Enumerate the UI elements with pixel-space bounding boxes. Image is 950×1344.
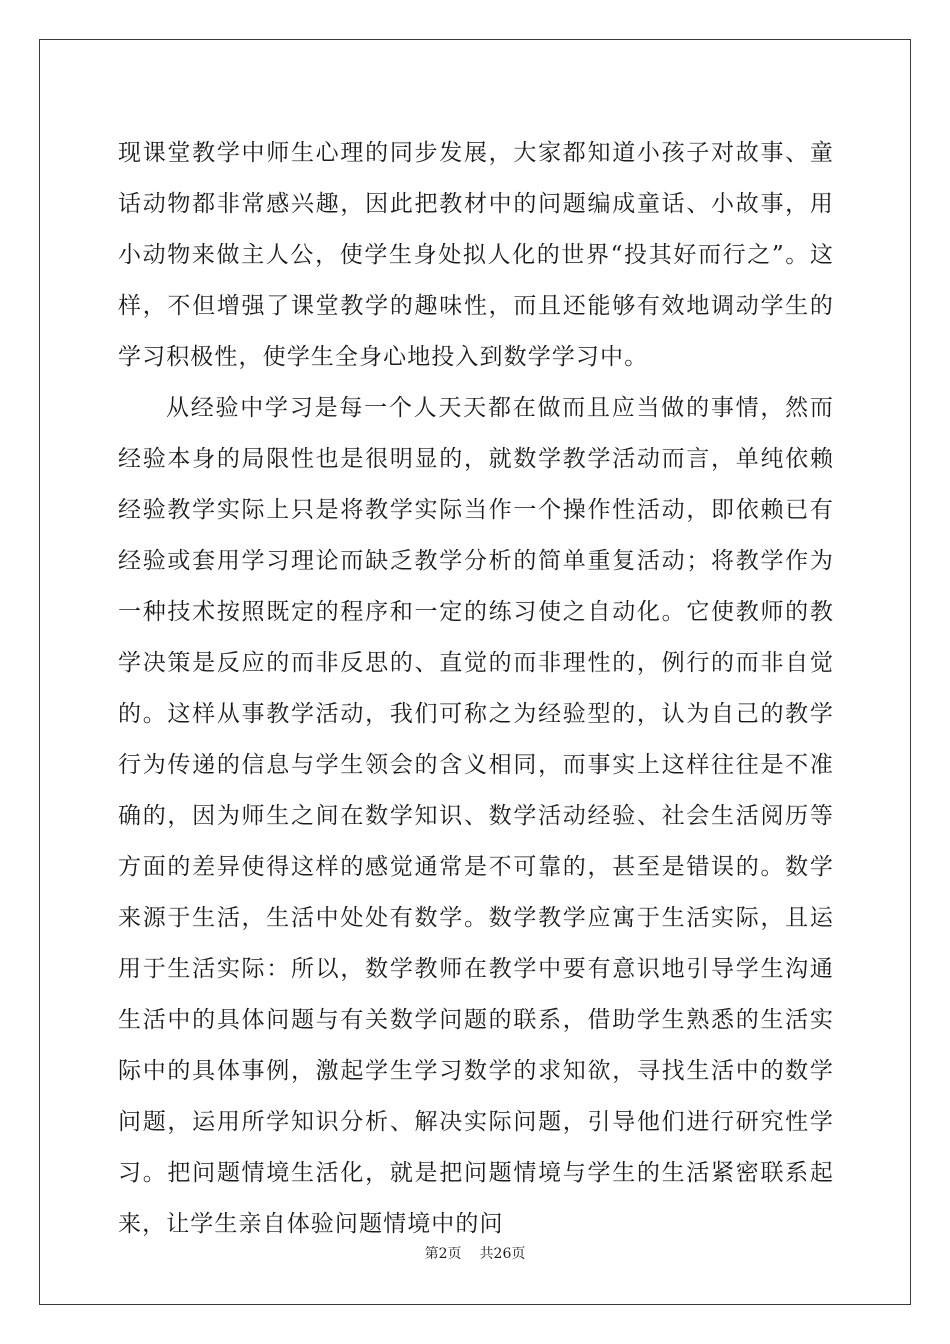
page-number: 第2页 [424, 1246, 462, 1262]
paragraph-2: 从经验中学习是每一个人天天都在做而且应当做的事情，然而经验本身的局限性也是很明显的，就数学教学活动而言，单纯依赖经验教学实际上只是将教学实际当作一个操作性活动，即依赖已有经验或套用学习理论而缺乏教学分析的简单重复活动；将教学作为一种技术按照既定的程序和一定的练习使之自动化。它使教师的教学决策是反应的而非反思的、直觉的而非理性的，例行的而非自觉的。这样从事教学活动，我们可称之为经验型的，认为自己的教学行为传递的信息与学生领会的含义相同，而事实上这样往往是不准确的，因为师生之间在数学知识、数学活动经验、社会生活阅历等方面的差异使得这样的感觉通常是不可靠的，甚至是错误的。数学来源于生活，生活中处处有数学。数学教学应寓于生活实际，且运用于生活实际：所以，数学教师在教学中要有意识地引导学生沟通生活中的具体问题与有关数学问题的联系，借助学生熟悉的生活实际中的具体事例，激起学生学习数学的求知欲，寻找生活中的数学问题，运用所学知识分析、解决实际问题，引导他们进行研究性学习。把问题情境生活化，就是把问题情境与学生的生活紧密联系起来，让学生亲自体验问题情境中的问 [118, 395, 834, 1237]
document-body [118, 128, 834, 1250]
page-footer [0, 1243, 950, 1263]
page-total: 共26页 [479, 1246, 526, 1262]
paragraph-1: 现课堂教学中师生心理的同步发展，大家都知道小孩子对故事、童话动物都非常感兴趣，因此把教材中的问题编成童话、小故事，用小动物来做主人公，使学生身处拟人化的世界“投其好而行之”。这样，不但增强了课堂教学的趣味性，而且还能够有效地调动学生的学习积极性，使学生全身心地投入到数学学习中。 [118, 140, 834, 370]
